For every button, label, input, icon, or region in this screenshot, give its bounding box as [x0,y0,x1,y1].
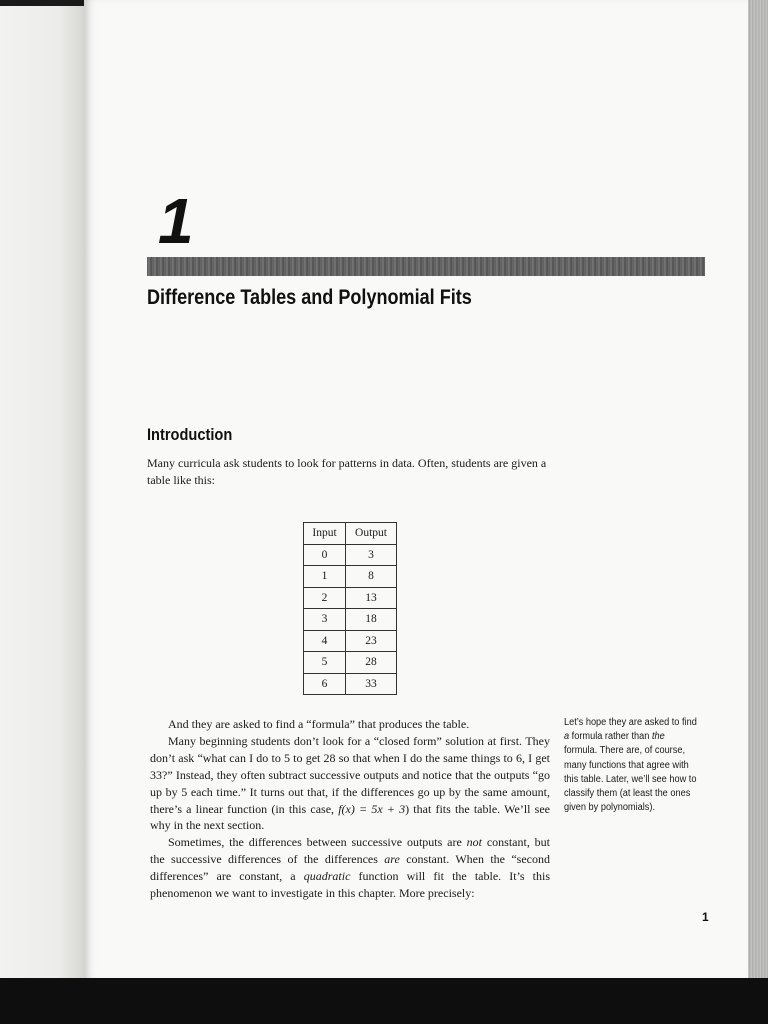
margin-note [564,716,700,815]
text-span: constant. When the “second differences” are constant, a [150,852,551,884]
chapter-title: Difference Tables and Polynomial Fits [147,286,472,309]
text-span: Many beginning students don’t look for a “closed form” solution at first. They don’t ask “what can I do to 5 to get 28 so that when I do the same things to 6, I get 33?” Instead, they often subtract successive outputs and notice that the outputs “go up by 5 each time.” It turns out that, if the differences go up by the same amount, there’s a linear function (in this case, [150,733,550,816]
table-cell-output: 8 [346,566,397,588]
intro-paragraph: Many curricula ask students to look for patterns in data. Often, students are given a table like this: [147,456,547,487]
text-span: formula rather than [569,731,652,743]
input-output-table [303,522,397,695]
table-cell-input: 5 [304,652,346,674]
table-row [304,673,397,695]
scan-border-bottom [0,978,768,1024]
formula: f(x) = 5x + 3 [338,801,406,816]
chapter-rule-bar [147,257,705,276]
table-cell-input: 2 [304,587,346,609]
table-cell-output: 18 [346,609,397,631]
paragraph-2 [150,733,550,834]
table-cell-output: 28 [346,652,397,674]
text-span: formula. There are, of course, many functions that agree with this table. Later, we’ll see how to classify them (at least the ones given by polynomials). [564,745,697,814]
table-cell-input: 4 [304,630,346,652]
emphasis-the: the [651,731,665,743]
table-cell-output: 13 [346,587,397,609]
body-text [150,716,550,902]
emphasis-quadratic: quadratic [303,869,351,884]
page-number: 1 [702,910,709,924]
table-row [304,630,397,652]
text-span: function will fit the table. It’s this phenomenon we want to investigate in this chapter. More precisely: [150,869,550,901]
table-cell-input: 6 [304,673,346,695]
facing-page [0,6,84,990]
table-cell-input: 1 [304,566,346,588]
table-cell-output: 3 [346,544,397,566]
text-span: constant, but the successive differences of the differences [150,835,551,867]
table-cell-input: 3 [304,609,346,631]
table-row [304,609,397,631]
emphasis-a: a [564,731,570,743]
table-header-row [304,523,397,545]
table-row [304,566,397,588]
table-header-input: Input [304,523,346,545]
section-heading: Introduction [147,425,233,444]
page-stack-edge [746,0,768,990]
table-cell-output: 23 [346,630,397,652]
table-row [304,544,397,566]
table-row [304,587,397,609]
text-span: Sometimes, the differences between successive outputs are [168,835,467,850]
text-span: Let’s hope they are asked to find [564,717,697,728]
table-cell-input: 0 [304,544,346,566]
emphasis-are: are [384,852,400,867]
emphasis-not: not [466,835,482,850]
table-cell-output: 33 [346,673,397,695]
chapter-number: 1 [158,185,194,257]
table-header-output: Output [346,523,397,545]
paragraph-3 [150,834,550,902]
text-span: ) that fits the table. We’ll see why in the next section. [150,801,550,833]
table-row [304,652,397,674]
paragraph-1: And they are asked to find a “formula” that produces the table. [168,717,470,731]
